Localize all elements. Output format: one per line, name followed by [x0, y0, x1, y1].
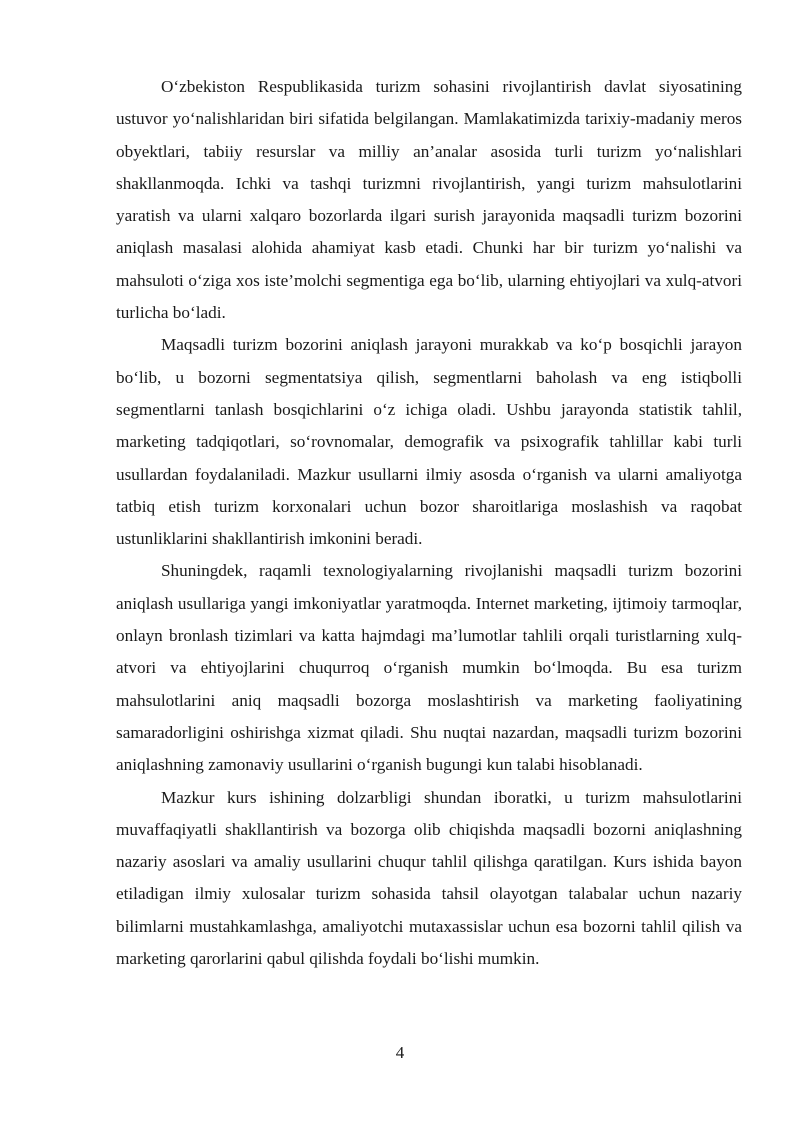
paragraph-3: Shuningdek, raqamli texnologiyalarning rivojlanishi maqsadli turizm bozorini aniqlash usullariga yangi imkoniyatlar yaratmoqda. Internet marketing, ijtimoiy tarmoqlar, onlayn bronlash tizimlari va katta hajmdagi ma’lumotlar tahlili orqali turistlarning xulq-atvori va ehtiyojlarini chuqurroq o‘rganish mumkin bo‘lmoqda. Bu esa turizm mahsulotlarini aniq maqsadli bozorga moslashtirish va marketing faoliyatining samaradorligini oshirishga xizmat qiladi. Shu nuqtai nazardan, maqsadli turizm bozorini aniqlashning zamonaviy usullarini o‘rganish bugungi kun talabi hisoblanadi.: [116, 561, 742, 775]
paragraph-2: Maqsadli turizm bozorini aniqlash jarayoni murakkab va ko‘p bosqichli jarayon bo‘lib, u bozorni segmentatsiya qilish, segmentlarni baholash va eng istiqbolli segmentlarni tanlash bosqichlarini o‘z ichiga oladi. Ushbu jarayonda statistik tahlil, marketing tadqiqotlari, so‘rovnomalar, demografik va psixografik tahlillar kabi turli usullardan foydalaniladi. Mazkur usullarni ilmiy asosda o‘rganish va ularni amaliyotga tatbiq etish turizm korxonalari uchun bozor sharoitlariga moslashish va raqobat ustunliklarini shakllantirish imkonini beradi.: [116, 335, 742, 549]
paragraph-1: O‘zbekiston Respublikasida turizm sohasini rivojlantirish davlat siyosatining ustuvor yo‘nalishlaridan biri sifatida belgilangan. Mamlakatimizda tarixiy-madaniy meros obyektlari, tabiiy resurslar va milliy an’analar asosida turli turizm yo‘nalishlari shakllanmoqda. Ichki va tashqi turizmni rivojlantirish, yangi turizm mahsulotlarini yaratish va ularni xalqaro bozorlarda ilgari surish jarayonida maqsadli turizm bozorini aniqlash masalasi alohida ahamiyat kasb etadi. Chunki har bir turizm yo‘nalishi va mahsuloti o‘ziga xos iste’molchi segmentiga ega bo‘lib, ularning ehtiyojlari va xulq-atvori turlicha bo‘ladi.: [116, 77, 742, 323]
paragraph-4: Mazkur kurs ishining dolzarbligi shundan iboratki, u turizm mahsulotlarini muvaffaqiyatli shakllantirish va bozorga olib chiqishda maqsadli bozorni aniqlashning nazariy asoslari va amaliy usullarini chuqur tahlil qilishga qaratilgan. Kurs ishida bayon etiladigan ilmiy xulosalar turizm sohasida tahsil olayotgan talabalar uchun nazariy bilimlarni mustahkamlashga, amaliyotchi mutaxassislar uchun esa bozorni tahlil qilish va marketing qarorlarini qabul qilishda foydali bo‘lishi mumkin.: [116, 787, 742, 969]
document-body: [116, 71, 742, 975]
page-number: 4: [395, 1043, 405, 1062]
